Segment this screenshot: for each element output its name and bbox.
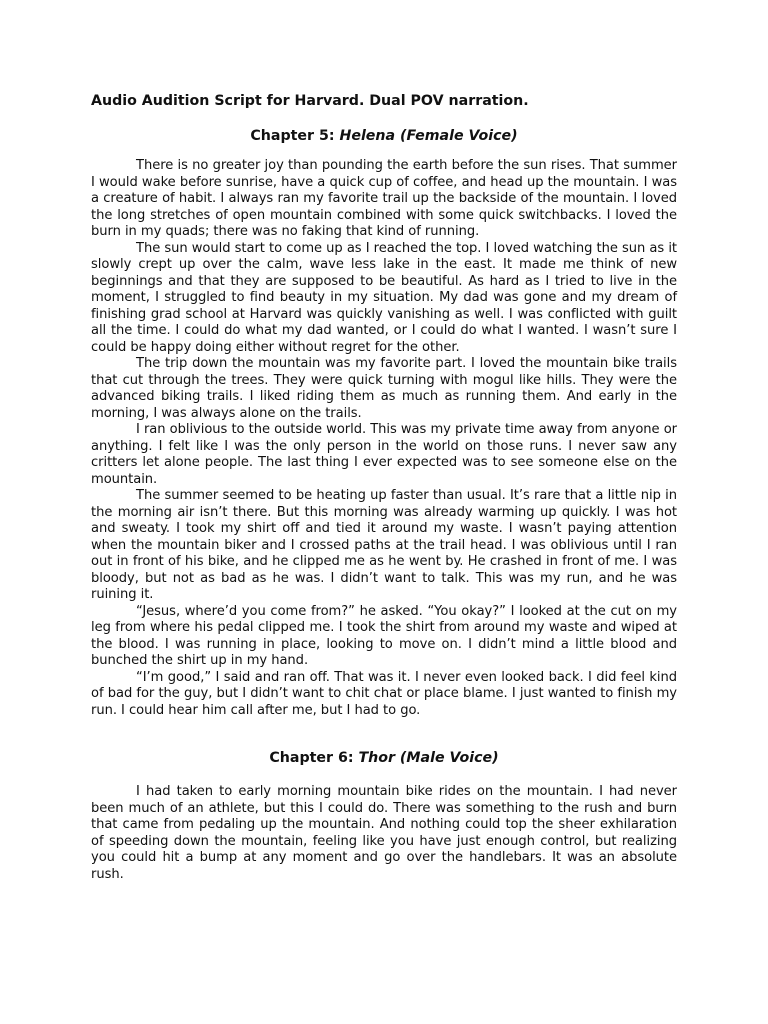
chapter-5-paragraph-6: “Jesus, where’d you come from?” he asked. “You okay?” I looked at the cut on my leg from where his pedal clipped me. I took the shirt from around my waste and wiped at the blood. I was running in place, looking to move on. I didn’t mind a little blood and bunched the shirt up in my hand. (91, 603, 677, 668)
chapter-5-section (91, 127, 677, 719)
chapter-6-section (91, 749, 677, 883)
chapter-spacer (91, 719, 677, 749)
document-title: Audio Audition Script for Harvard. Dual POV narration. (91, 93, 529, 109)
chapter-6-label: Chapter 6: (269, 750, 359, 766)
chapter-5-paragraph-5: The summer seemed to be heating up faster than usual. It’s rare that a little nip in the morning air isn’t there. But this morning was already warming up quickly. I was hot and sweaty. I took my shirt off and tied it around my waste. I wasn’t paying attention when the mountain biker and I crossed paths at the trail head. I was oblivious until I ran out in front of his bike, and he clipped me as he went by. He crashed in front of me. I was bloody, but not as bad as he was. I didn’t want to talk. This was my run, and he was ruining it. (91, 488, 677, 602)
chapter-5-voice: Helena (Female Voice) (339, 128, 518, 144)
chapter-5-paragraph-2: The sun would start to come up as I reached the top. I loved watching the sun as it slowly crept up over the calm, wave less lake in the east. It made me think of new beginnings and that they are supposed to be beautiful. As hard as I tried to live in the moment, I struggled to find beauty in my situation. My dad was gone and my dream of finishing grad school at Harvard was quickly vanishing as well. I was conflicted with guilt all the time. I could do what my dad wanted, or I could do what I wanted. I wasn’t sure I could be happy doing either without regret for the other. (91, 240, 677, 355)
chapter-6-paragraph-1: I had taken to early morning mountain bike rides on the mountain. I had never been much of an athlete, but this I could do. There was something to the rush and burn that came from pedaling up the mountain. And nothing could top the sheer exhilaration of speeding down the mountain, feeling like you have just enough control, but realizing you could hit a bump at any moment and go over the handlebars. It was an absolute rush. (91, 784, 677, 882)
chapter-5-paragraph-7: “I’m good,” I said and ran off. That was it. I never even looked back. I did feel kind of bad for the guy, but I didn’t want to chit chat or place blame. I just wanted to finish my run. I could hear him call after me, but I had to go. (91, 669, 677, 718)
chapter-6-heading (91, 749, 677, 767)
chapter-5-paragraph-3: The trip down the mountain was my favorite part. I loved the mountain bike trails that cut through the trees. They were quick turning with mogul like hills. They were the advanced biking trails. I liked riding them as much as running them. And early in the morning, I was always alone on the trails. (91, 356, 677, 421)
chapter-5-paragraph-1: There is no greater joy than pounding the earth before the sun rises. That summer I would wake before sunrise, have a quick cup of coffee, and head up the mountain. I was a creature of habit. I always ran my favorite trail up the backside of the mountain. I loved the long stretches of open mountain combined with some quick switchbacks. I loved the burn in my quads; there was no faking that kind of running. (91, 158, 677, 239)
document-page (91, 92, 677, 883)
chapter-5-label: Chapter 5: (250, 128, 340, 144)
chapter-5-paragraph-4: I ran oblivious to the outside world. This was my private time away from anyone or anything. I felt like I was the only person in the world on those runs. I never saw any critters let alone people. The last thing I ever expected was to see someone else on the mountain. (91, 422, 677, 487)
chapter-5-heading (91, 127, 677, 145)
chapter-6-voice: Thor (Male Voice) (358, 750, 499, 766)
